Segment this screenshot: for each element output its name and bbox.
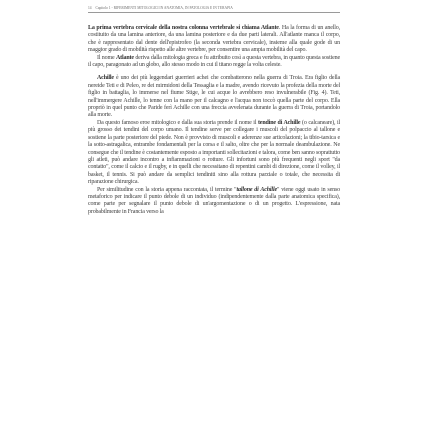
running-header bbox=[88, 6, 340, 13]
text-segment: Atlante bbox=[260, 25, 279, 31]
text-segment: . Ha la forma di un anello, costituito da una lamina anteriore, da una lamina posteriore e da due parti laterali. All'atlante manca il corpo, che è rappresentato dal dente dell'epistrofeo (la seconda vertebra cervicale), insieme alla quale gode di un maggior grado di mobilità rispetto alle altre vertebre, per consentire una ampia mobilità del capo. bbox=[88, 25, 340, 54]
text-segment: Il nome bbox=[97, 54, 116, 61]
text-segment: Per similitudine con la storia appena raccontata, il termine " bbox=[97, 186, 237, 193]
text-segment: tallone di Achille bbox=[236, 186, 277, 193]
paragraph-achille bbox=[88, 75, 340, 119]
text-segment: Atlante bbox=[115, 54, 134, 61]
page-number: 14 bbox=[88, 6, 92, 10]
paragraph-atlante bbox=[88, 25, 340, 55]
text-segment: La prima vertebra cervicale della nostra colonna vertebrale si chiama bbox=[88, 25, 261, 31]
text-segment: Achille bbox=[97, 75, 114, 82]
text-segment: (o calcaneare), il più grosso dei tendini del corpo umano. Il tendine serve per collegare i muscoli del polpaccio al tallone e sostiene la parte posteriore del piede. Non è provvisto di muscoli e aderenze sue articolazioni; la tibio-tarsica e la sotto-astragalica, entrambe fondamentali per la corsa e il salto, oltre che per la normale deambulazione. Ne consegue che il tendine è costantemente esposto a importanti sollecitazioni e talora, come ben sanno soprattutto gli atleti, può andare incontro a infiammazioni o rotture. Gli infortuni sono più frequenti negli sport "da contatto", come il calcio e il rugby, e in quelli che necessitano di repentini cambi di direzione, come il volley, il basket, il tennis. Si può andare da semplici tendiniti sino alla rottura parziale o totale, che necessita di riparazione chirurgica. bbox=[88, 119, 340, 186]
text-segment: tendine di Achille bbox=[257, 119, 301, 126]
text-segment: deriva dalla mitologia greca e fu attribuito così a questa vertebra, in quanto questa sostiene il capo, paragonato ad un globo, allo stesso modo in cui il titano regge la volta celeste. bbox=[88, 54, 341, 69]
running-title: Capitolo 1 - RIFERIMENTI MITOLOGICI IN ANATOMIA, IN PATOLOGIA E IN TERAPIA bbox=[95, 6, 233, 10]
paragraph-achilles-tendon bbox=[88, 120, 340, 187]
body-text bbox=[88, 25, 340, 216]
text-segment: Da questo famoso eroe mitologico e dalla sua storia prende il nome il bbox=[97, 119, 258, 126]
text-segment: " viene oggi usato in senso metaforico per indicare il punto debole di un individuo (indipendentemente dalla parte anatomica specifica), come parte per segnalare il punto debole di un'argomentazione o di un progetto. L'espressione, nata probabilmente in Francia verso la bbox=[88, 186, 340, 215]
text-segment: è uno dei più leggendari guerrieri achei che combatterono nella guerra di Troia. Era figlio della nereide Teti e di Peleo, re dei mirmidoni della Tessaglia e la madre, avendo ricevuto la profezia della morte del figlio in battaglia, lo immerse nel fiume Stige, le cui acque lo avrebbero reso invulnerabile (Fig. 4). Teti, nell'immergere Achille, lo tenne con la mano per il calcagno e l'acqua non toccò quella parte del corpo. Ella propriò in quel punto che Paride ferì Achille con una freccia avvelenata durante la guerra di Troia, portandolo alla morte. bbox=[88, 75, 340, 119]
paragraph-atlante-name bbox=[88, 55, 340, 70]
paragraph-achilles-heel bbox=[88, 187, 340, 217]
